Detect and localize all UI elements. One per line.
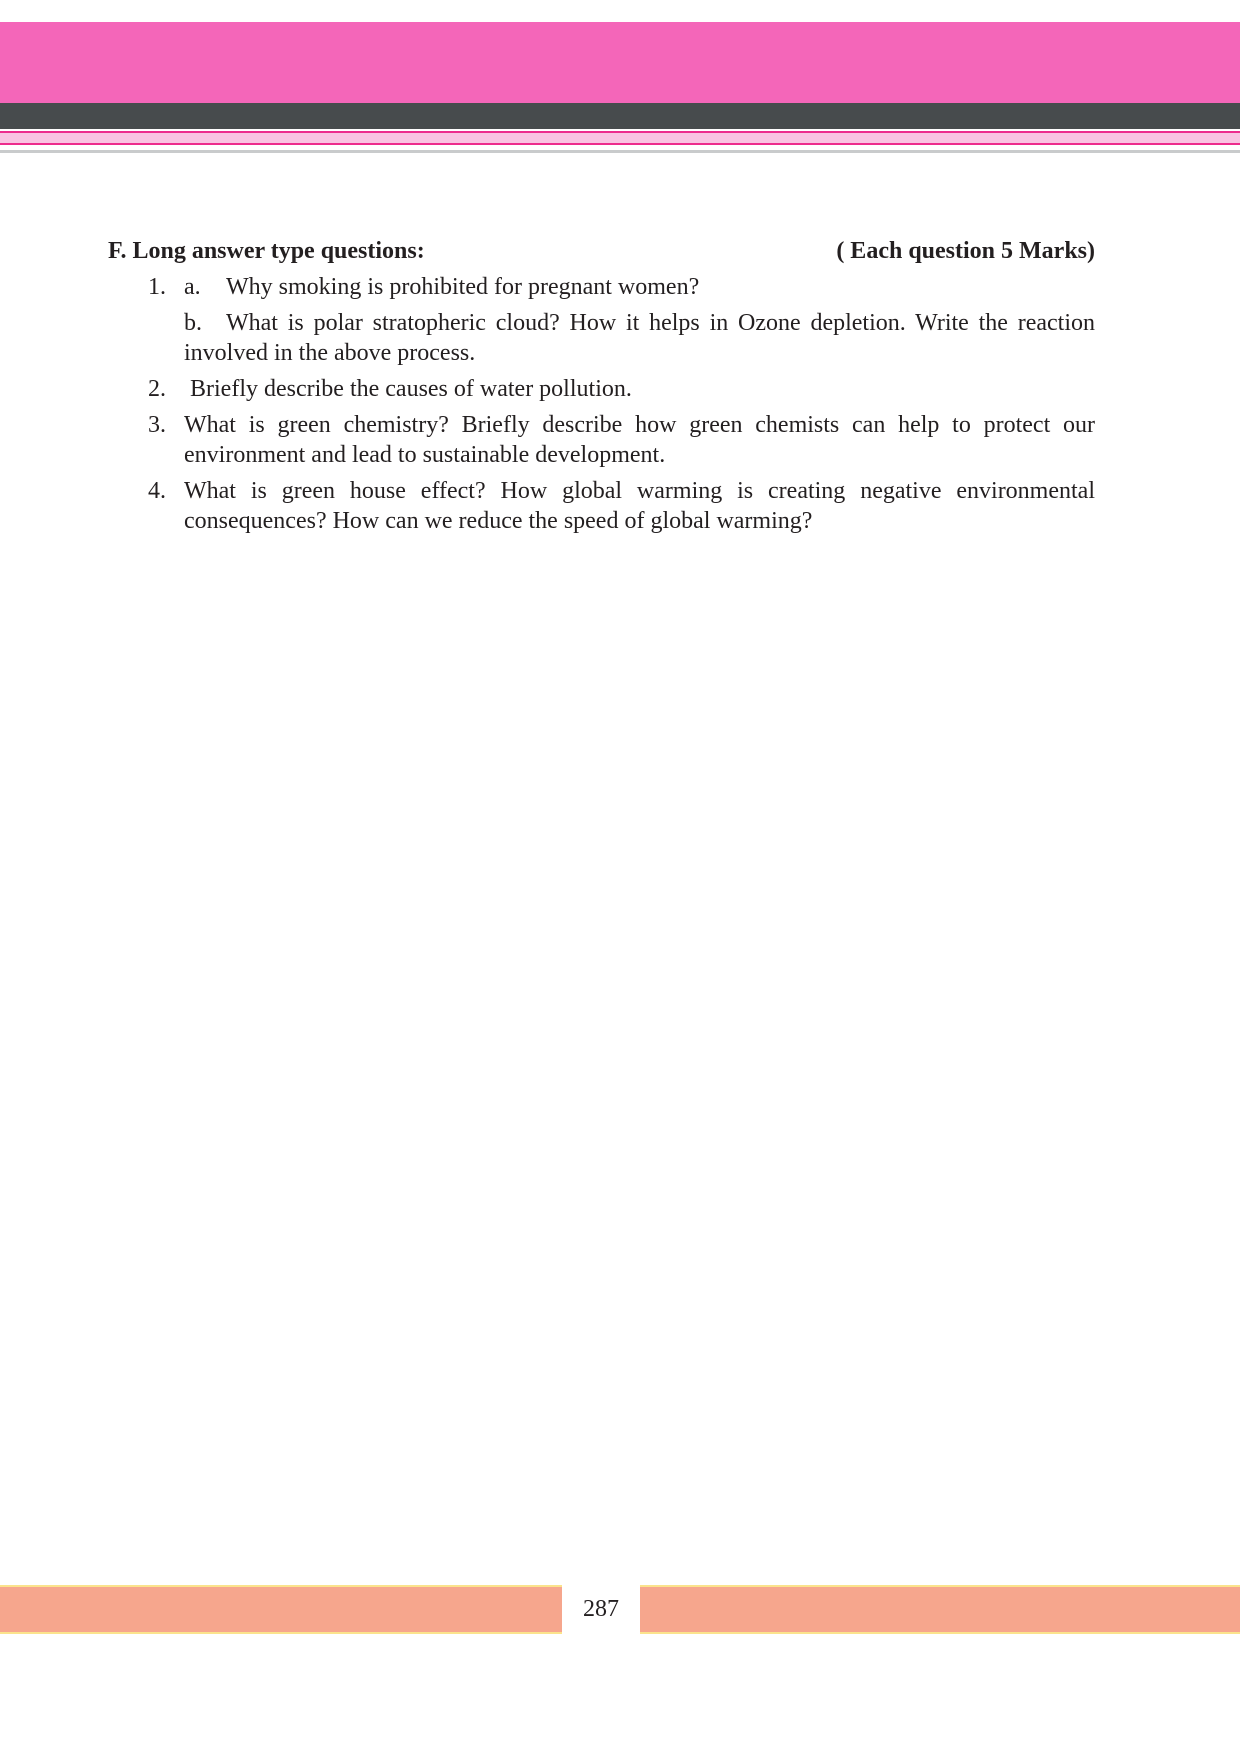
section-marks: ( Each question 5 Marks) [836, 238, 1095, 264]
question-text: Briefly describe the causes of water pollution. [184, 376, 632, 402]
header-pink-band [0, 22, 1240, 103]
question-text: What is green house effect? How global warming is creating negative environmental consequences? How can we reduce the speed of global warming? [184, 478, 1095, 534]
header-grey-rule [0, 150, 1240, 153]
question-text: What is green chemistry? Briefly describe how green chemists can help to protect our environment and lead to sustainable development. [184, 412, 1095, 468]
question-number: 3. [148, 412, 166, 438]
sub-question-letter: a. [184, 274, 201, 300]
sub-question-text: Why smoking is prohibited for pregnant women? [226, 274, 700, 300]
sub-question-letter: b. [184, 310, 202, 336]
question-2 [108, 374, 1095, 404]
header-dark-band [0, 103, 1240, 129]
section-heading [108, 236, 1095, 266]
page-number-box [562, 1585, 640, 1634]
question-number: 4. [148, 478, 166, 504]
page-number: 287 [583, 1596, 619, 1622]
sub-question-text: What is polar stratopheric cloud? How it helps in Ozone depletion. Write the reaction involved in the above process. [184, 310, 1095, 366]
question-1a [108, 272, 1095, 302]
header-light-band [0, 131, 1240, 145]
question-1b [108, 308, 1095, 368]
question-1 [108, 272, 1095, 368]
question-number: 2. [148, 376, 166, 402]
question-4 [108, 476, 1095, 536]
question-section [108, 236, 1095, 542]
question-3 [108, 410, 1095, 470]
section-title: F. Long answer type questions: [108, 238, 425, 264]
question-number: 1. [148, 274, 166, 300]
